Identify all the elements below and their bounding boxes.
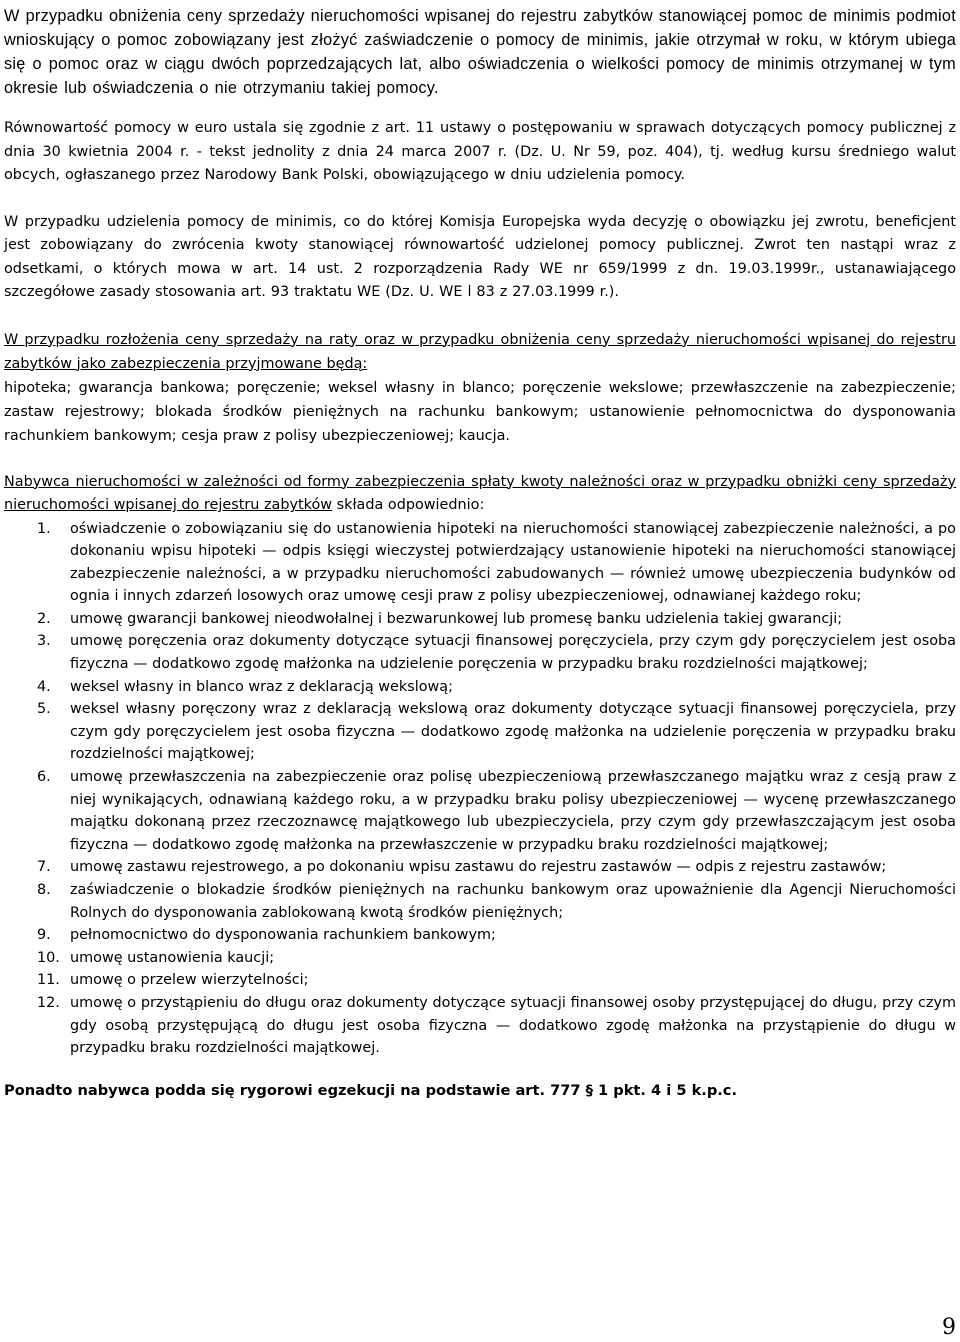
list-item [4, 992, 956, 1060]
paragraph-euro-equivalent: Równowartość pomocy w euro ustala się zgodnie z art. 11 ustawy o postępowaniu w sprawach dotyczących pomocy publicznej z dnia 30 kwietnia 2004 r. - tekst jednolity z dnia 24 marca 2007 r. (Dz. U. Nr 59, poz. 404), tj. według kursu średniego walut obcych, ogłaszanego przez Narodowy Bank Polski, obowiązującego w dniu udzielenia pomocy. [4, 120, 956, 183]
list-item-text: zaświadczenie o blokadzie środków pieniężnych na rachunku bankowym oraz upoważnienie dla Agencji Nieruchomości Rolnych do dysponowania zablokowaną kwotą środków pieniężnych; [70, 882, 956, 921]
list-item-number: 2. [37, 610, 51, 627]
document-page [4, 0, 956, 1117]
list-item-text: umowę o przelew wierzytelności; [70, 972, 309, 989]
list-item-number: 8. [37, 882, 51, 898]
buyer-obligations-rest: składa odpowiednio: [332, 497, 485, 513]
list-item-number: 4. [37, 678, 51, 695]
list-item-number: 12. [37, 994, 60, 1011]
buyer-obligations-underlined: Nabywca nieruchomości w zależności od formy zabezpieczenia spłaty kwoty należności oraz w przypadku obniżki ceny sprzedaży nieruchomości wpisanej do rejestru zabytków [4, 473, 956, 513]
list-item [4, 856, 956, 879]
list-item-text: umowę gwarancji bankowej nieodwołalnej i bezwarunkowej lub promesę banku udzielenia takiej gwarancji; [70, 610, 843, 627]
list-item-number: 3. [37, 633, 51, 650]
list-item-number: 10. [37, 949, 60, 966]
paragraph-aid-return: W przypadku udzielenia pomocy de minimis, co do której Komisja Europejska wyda decyzję o obowiązku jej zwrotu, beneficjent jest zobowiązany do zwrócenia kwoty stanowiącej równowartość udzielonej pomocy publicznej. Zwrot ten nastąpi wraz z odsetkami, o których mowa w art. 14 ust. 2 rozporządzenia Rady WE nr 659/1999 z dn. 19.03.1999r., ustanawiającego szczegółowe zasady stosowania art. 93 traktatu WE (Dz. U. WE l 83 z 27.03.1999 r.). [4, 213, 956, 300]
list-item-number: 7. [37, 859, 51, 876]
list-item-text: umowę poręczenia oraz dokumenty dotyczące sytuacji finansowej poręczyciela, przy czym gdy poręczycielem jest osoba fizyczna — dodatkowo zgodę małżonka na udzielenie poręczenia w przypadku braku rozdzielności majątkowej; [70, 633, 956, 673]
enforcement-statement: Ponadto nabywca podda się rygorowi egzekucji na podstawie art. 777 § 1 pkt. 4 i 5 k.p.c. [4, 1081, 738, 1099]
list-item [4, 879, 956, 924]
list-item [4, 698, 956, 766]
list-item [4, 969, 956, 992]
list-item-text: umowę przewłaszczenia na zabezpieczenie oraz polisę ubezpieczeniową przewłaszczanego majątku wraz z cesją praw z niej wynikających, odnawianą każdego roku, a w przypadku braku polisy ubezpieczeniowej — wycenę przewłaszczanego majątku dokonaną przez rzeczoznawcę majątkowego lub ubezpieczyciela, przy czym gdy przewłaszczającym jest osoba fizyczna — dodatkowo zgodę małżonka na przewłaszczenie w przypadku braku rozdzielności majątkowej; [70, 769, 956, 853]
list-item-text: umowę zastawu rejestrowego, a po dokonaniu wpisu zastawu do rejestru zastawów — odpis z rejestru zastawów; [70, 859, 887, 876]
securities-list-text: hipoteka; gwarancja bankowa; poręczenie; weksel własny in blanco; poręczenie wekslowe; przewłaszczenie na zabezpieczenie; zastaw rejestrowy; blokada środków pieniężnych na rachunku bankowym; ustanowienie pełnomocnictwa do dysponowania rachunkiem bankowym; cesja praw z polisy ubezpieczeniowej; kaucja. [4, 379, 956, 444]
list-item-text: weksel własny in blanco wraz z deklaracją wekslową; [70, 678, 453, 695]
list-item-text: umowę ustanowienia kaucji; [70, 949, 275, 966]
list-item-text: umowę o przystąpieniu do długu oraz dokumenty dotyczące sytuacji finansowej osoby przystępującej do długu, przy czym gdy osobą przystępującą do długu jest osoba fizyczna — dodatkowo zgodę małżonka na przystąpienie do długu w przypadku braku rozdzielności majątkowej. [70, 994, 956, 1057]
list-item-number: 5. [37, 701, 51, 718]
securities-heading: W przypadku rozłożenia ceny sprzedaży na raty oraz w przypadku obniżenia ceny sprzedaży nieruchomości wpisanej do rejestru zabytków jako zabezpieczenia przyjmowane będą: [4, 331, 956, 372]
list-item-number: 1. [37, 520, 51, 537]
page-number: 9 [942, 1315, 956, 1340]
list-item-text: pełnomocnictwo do dysponowania rachunkiem bankowym; [70, 927, 496, 944]
list-item-text: oświadczenie o zobowiązaniu się do ustanowienia hipoteki na nieruchomości stanowiącej zabezpieczenie należności, a po dokonaniu wpisu hipoteki — odpis księgi wieczystej potwierdzający ustanowienie hipoteki na nieruchomości stanowiącej zabezpieczenie należności, a w przypadku nieruchomości zabudowanych — również umowę ubezpieczenia budynków od ognia i innych zdarzeń losowych oraz umowę cesji praw z polisy ubezpieczeniowej, odnawianej każdego roku; [70, 520, 956, 605]
paragraph-buyer-obligations [4, 471, 956, 518]
documents-list [4, 518, 956, 1060]
list-item [4, 766, 956, 856]
paragraph-de-minimis-certificate: W przypadku obniżenia ceny sprzedaży nieruchomości wpisanej do rejestru zabytków stanowiącej pomoc de minimis podmiot wnioskujący o pomoc zobowiązany jest złożyć zaświadczenie o pomocy de minimis, jakie otrzymał w roku, w którym ubiega się o pomoc oraz w ciągu dwóch poprzedzających lat, albo oświadczenia o wielkości pomocy de minimis otrzymanej w tym okresie lub oświadczenia o nie otrzymaniu takiej pomocy. [4, 7, 956, 97]
paragraph-securities [4, 328, 956, 448]
list-item-number: 11. [37, 972, 60, 989]
list-item-number: 6. [37, 769, 51, 786]
list-item [4, 518, 956, 608]
list-item [4, 630, 956, 675]
list-item-number: 9. [37, 927, 51, 944]
list-item [4, 608, 956, 631]
list-item-text: weksel własny poręczony wraz z deklaracją wekslową oraz dokumenty dotyczące sytuacji finansowej poręczyciela, przy czym gdy poręczycielem jest osoba fizyczna — dodatkowo zgodę małżonka na udzielenie poręczenia w przypadku braku rozdzielności majątkowej; [70, 701, 956, 763]
list-item [4, 947, 956, 970]
list-item [4, 924, 956, 947]
list-item [4, 676, 956, 699]
